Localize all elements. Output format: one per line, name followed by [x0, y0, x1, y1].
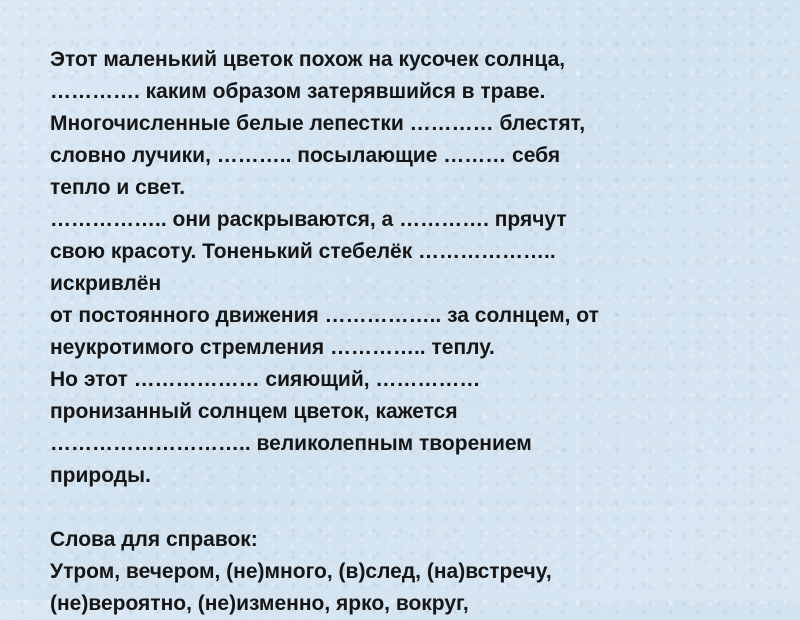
paragraph-spacer	[50, 492, 760, 524]
text-line-10: неукротимого стремления ………….. теплу.	[50, 336, 495, 359]
text-line-8: искривлён	[50, 272, 162, 295]
text-line-13: ……………………….. великолепным творением	[50, 432, 532, 455]
text-line-7: свою красоту. Тоненький стебелёк ………………..	[50, 240, 556, 263]
text-line-1: Этот маленький цветок похож на кусочек солнца,	[50, 48, 566, 71]
text-line-12: пронизанный солнцем цветок, кажется	[50, 400, 458, 423]
reference-words-line-1: Утром, вечером, (не)много, (в)след, (на)встречу,	[50, 560, 552, 583]
text-line-5: тепло и свет.	[50, 176, 186, 199]
reference-words-line-2: (не)вероятно, (не)изменно, ярко, вокруг,	[50, 592, 469, 615]
text-line-9: от постоянного движения …………….. за солнцем, от	[50, 304, 599, 327]
text-line-6: …………….. они раскрываются, а …………. прячут	[50, 208, 567, 231]
text-line-4: словно лучики, ……….. посылающие ……… себя	[50, 144, 561, 167]
reference-heading: Слова для справок:	[50, 528, 258, 551]
exercise-text	[50, 44, 760, 620]
text-line-2: …………. каким образом затерявшийся в траве.	[50, 80, 546, 103]
text-line-3: Многочисленные белые лепестки ………… блестят,	[50, 112, 586, 135]
text-line-11: Но этот ……………… сияющий, ……………	[50, 368, 481, 391]
text-line-14: природы.	[50, 464, 151, 487]
